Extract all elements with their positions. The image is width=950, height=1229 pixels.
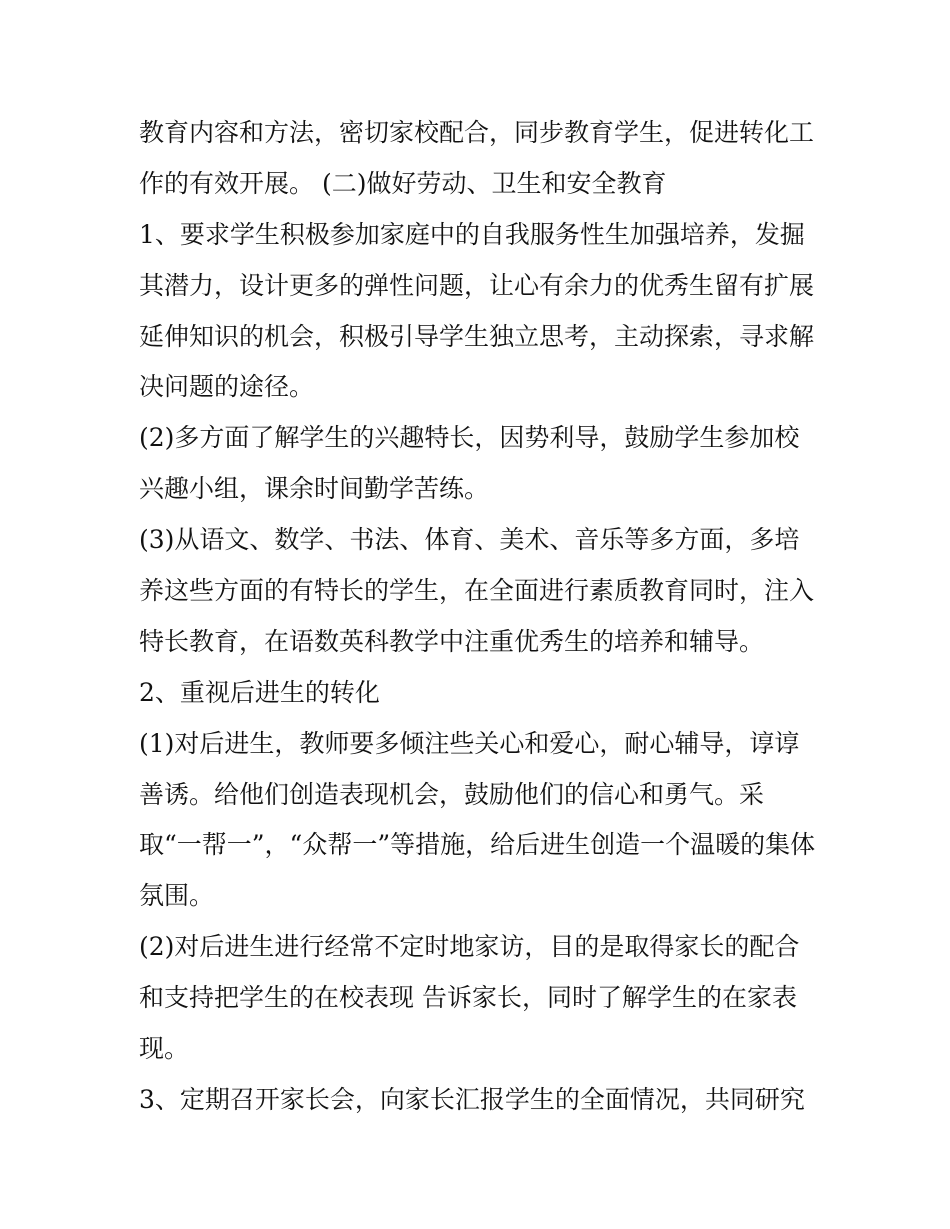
text-line: 决问题的途径。 (139, 372, 315, 402)
text-line: 取“一帮一”，“众帮一”等措施，给后进生创造一个温暖的集体 (139, 830, 816, 860)
text-line: 延伸知识的机会，积极引导学生独立思考，主动探索，寻求解 (139, 321, 815, 351)
text-line: 作的有效开展。 (二)做好劳动、卫生和安全教育 (139, 168, 667, 198)
text-line: 现。 (139, 1034, 190, 1064)
text-line: 教育内容和方法，密切家校配合，同步教育学生，促进转化工 (139, 118, 815, 147)
body-text (139, 108, 819, 1126)
text-line: 兴趣小组，课余时间勤学苦练。 (139, 474, 490, 504)
text-line: (2)对后进生进行经常不定时地家访，目的是取得家长的配合 (139, 932, 800, 962)
text-line: (1)对后进生，教师要多倾注些关心和爱心，耐心辅导，谆谆 (139, 728, 800, 758)
text-line: 3、定期召开家长会，向家长汇报学生的全面情况，共同研究 (139, 1084, 805, 1114)
text-line: (2)多方面了解学生的兴趣特长，因势利导，鼓励学生参加校 (139, 423, 800, 453)
text-line: 2、重视后进生的转化 (139, 677, 380, 707)
text-line: 善诱。给他们创造表现机会，鼓励他们的信心和勇气。采 (139, 779, 765, 809)
text-line: 1、要求学生积极参加家庭中的自我服务性生加强培养，发掘 (139, 219, 805, 249)
text-line: 特长教育，在语数英科教学中注重优秀生的培养和辅导。 (139, 626, 765, 656)
text-line: 其潜力，设计更多的弹性问题，让心有余力的优秀生留有扩展 (139, 270, 815, 300)
text-line: (3)从语文、数学、书法、体育、美术、音乐等多方面，多培 (139, 525, 800, 555)
text-line: 养这些方面的有特长的学生，在全面进行素质教育同时，注入 (139, 576, 815, 606)
text-line: 和支持把学生的在校表现 告诉家长，同时了解学生的在家表 (139, 983, 797, 1013)
text-line: 氛围。 (139, 881, 215, 911)
